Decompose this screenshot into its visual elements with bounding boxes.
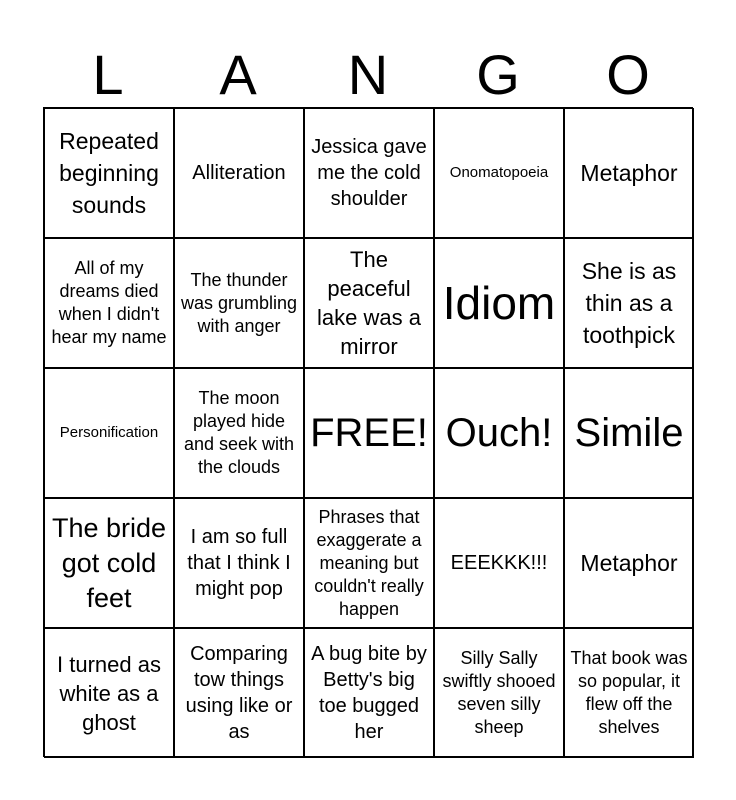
cell-text: EEEKKK!!! bbox=[450, 552, 548, 574]
bingo-cell bbox=[44, 238, 174, 368]
cell-text: Silly Sally swiftly shooed seven silly sheep bbox=[442, 648, 556, 737]
cell-text: The bride got cold feet bbox=[51, 512, 167, 613]
cell-text: A bug bite by Betty's big toe bugged her bbox=[311, 643, 427, 743]
bingo-cell bbox=[174, 628, 304, 758]
cell-text: Alliteration bbox=[192, 162, 286, 184]
bingo-cell bbox=[304, 628, 434, 758]
cell-text: I am so full that I think I might pop bbox=[187, 526, 291, 600]
cell-text: The moon played hide and seek with the clouds bbox=[183, 388, 295, 477]
cell-text: Jessica gave me the cold shoulder bbox=[311, 136, 427, 210]
cell-text: The peaceful lake was a mirror bbox=[317, 247, 421, 359]
bingo-header bbox=[43, 45, 693, 105]
cell-text: Metaphor bbox=[580, 550, 678, 576]
bingo-cell bbox=[434, 498, 564, 628]
cell-text: That book was so popular, it flew off the shelves bbox=[570, 648, 688, 737]
header-letter-o: O bbox=[606, 43, 650, 106]
header-letter-n: N bbox=[347, 43, 389, 106]
bingo-cell bbox=[564, 238, 694, 368]
cell-text: Simile bbox=[574, 411, 684, 455]
bingo-cell bbox=[434, 108, 564, 238]
bingo-cell bbox=[44, 628, 174, 758]
bingo-cell bbox=[434, 628, 564, 758]
bingo-cell bbox=[174, 238, 304, 368]
header-letter-a: A bbox=[219, 43, 257, 106]
cell-text: Repeated beginning sounds bbox=[59, 128, 159, 218]
bingo-board bbox=[43, 107, 693, 757]
cell-text: She is as thin as a toothpick bbox=[581, 258, 677, 348]
bingo-cell bbox=[304, 108, 434, 238]
cell-text: Personification bbox=[59, 424, 159, 441]
cell-text: Phrases that exaggerate a meaning but couldn't really happen bbox=[314, 506, 424, 619]
bingo-cell bbox=[44, 498, 174, 628]
bingo-cell bbox=[434, 238, 564, 368]
bingo-cell bbox=[174, 498, 304, 628]
cell-text: Metaphor bbox=[580, 160, 678, 186]
bingo-cell bbox=[564, 368, 694, 498]
cell-text: Onomatopoeia bbox=[449, 164, 549, 181]
cell-text: The thunder was grumbling with anger bbox=[180, 269, 298, 336]
bingo-cell bbox=[434, 368, 564, 498]
bingo-cell bbox=[304, 498, 434, 628]
bingo-cell bbox=[304, 238, 434, 368]
bingo-cell bbox=[44, 368, 174, 498]
bingo-cell bbox=[564, 498, 694, 628]
bingo-cell bbox=[44, 108, 174, 238]
cell-text: All of my dreams died when I didn't hear my name bbox=[51, 258, 167, 347]
bingo-cell bbox=[564, 628, 694, 758]
bingo-cell bbox=[304, 368, 434, 498]
cell-text: Idiom bbox=[442, 277, 556, 329]
bingo-cell bbox=[564, 108, 694, 238]
bingo-cell bbox=[174, 368, 304, 498]
cell-text: Ouch! bbox=[445, 411, 553, 455]
cell-text: I turned as white as a ghost bbox=[57, 651, 161, 735]
header-letter-l: L bbox=[92, 43, 124, 106]
cell-text: FREE! bbox=[310, 411, 428, 455]
bingo-cell bbox=[174, 108, 304, 238]
cell-text: Comparing tow things using like or as bbox=[185, 643, 293, 743]
header-letter-g: G bbox=[476, 43, 520, 106]
